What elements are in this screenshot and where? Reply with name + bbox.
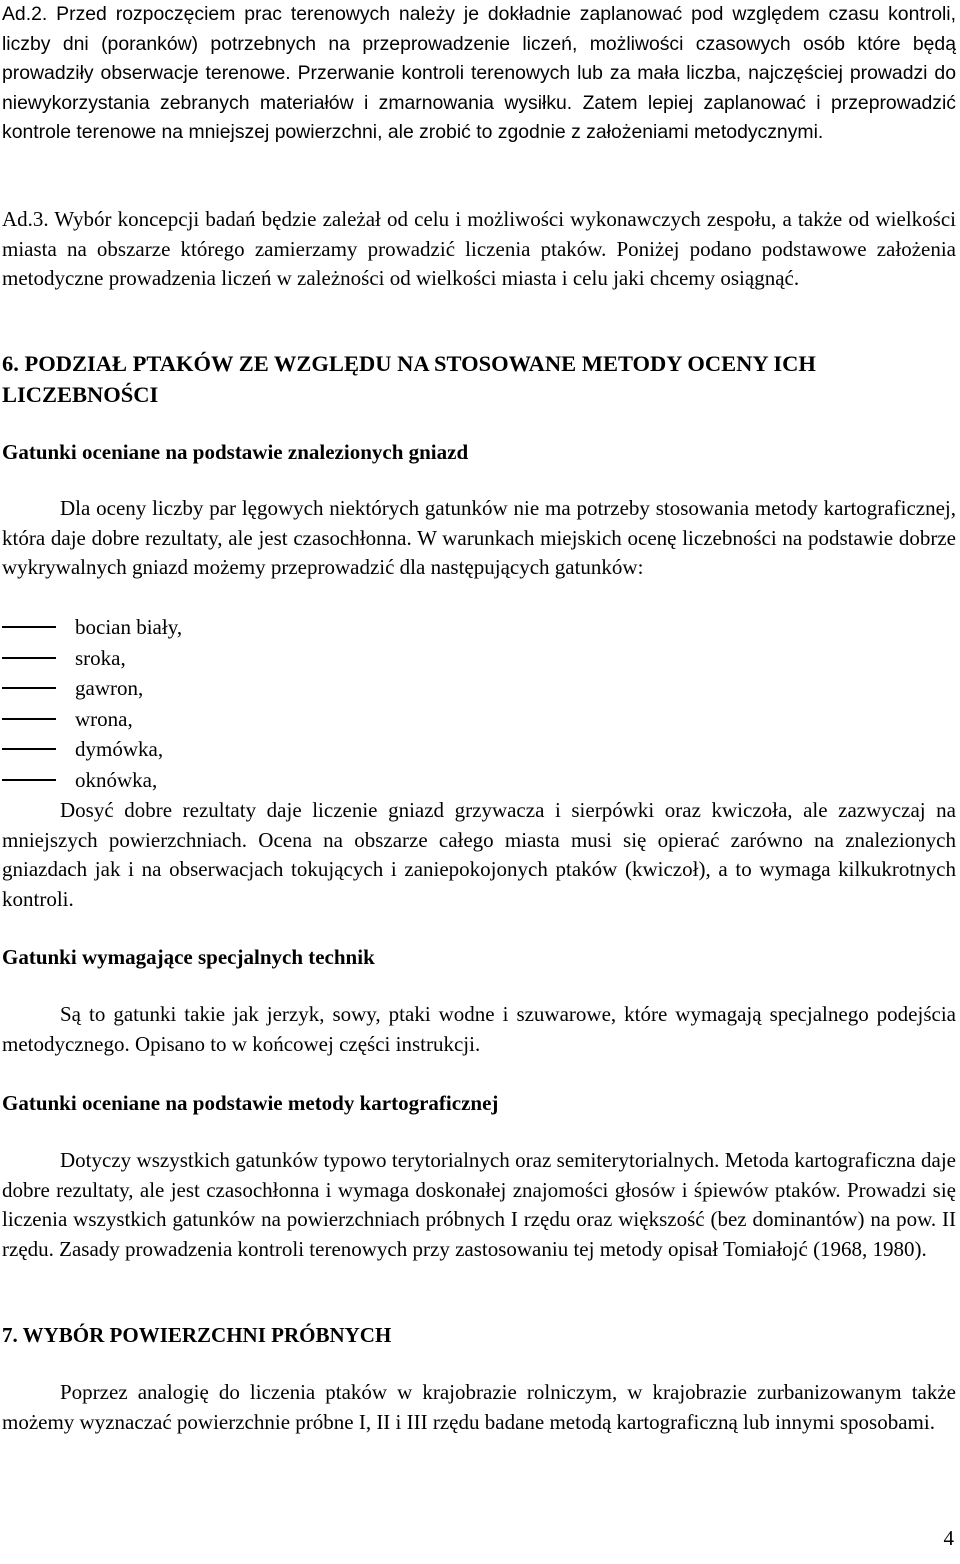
list-item: wrona, bbox=[0, 704, 500, 735]
page-number: 4 bbox=[943, 1526, 954, 1550]
dash-bullet-icon bbox=[2, 718, 56, 720]
list-item: oknówka, bbox=[0, 765, 500, 796]
paragraph-ad3: Ad.3. Wybór koncepcji badań będzie zależał od celu i możliwości wykonawczych zespołu, a także od wielkości miasta na obszarze którego zamierzamy prowadzić liczenia ptaków. Poniżej podano podstawowe założenia metodyczne prowadzenia liczeń w zależności od wielkości miasta i celu jaki chcemy osiągnąć. bbox=[2, 207, 956, 290]
section-7-heading: 7. WYBÓR POWIERZCHNI PRÓBNYCH bbox=[2, 1323, 392, 1347]
species-list bbox=[0, 612, 500, 796]
dash-bullet-icon bbox=[2, 779, 56, 781]
paragraph-mapping: Dotyczy wszystkich gatunków typowo terytorialnych oraz semiterytorialnych. Metoda kartograficzna daje dobre rezultaty, ale jest czasochłonna i wymaga doskonałej znajomości głosów i śpiewów ptaków. Prowadzi się liczenia wszystkich gatunków na powierzchniach próbnych I rzędu oraz większość (bez dominantów) na pow. II rzędu. Zasady prowadzenia kontroli terenowych przy zastosowaniu tej metody opisał Tomiałojć (1968, 1980). bbox=[2, 1148, 956, 1261]
list-item: dymówka, bbox=[0, 734, 500, 765]
dash-bullet-icon bbox=[2, 748, 56, 750]
list-item: gawron, bbox=[0, 673, 500, 704]
paragraph-nests-intro: Dla oceny liczby par lęgowych niektórych gatunków nie ma potrzeby stosowania metody kartograficznej, która daje dobre rezultaty, ale jest czasochłonna. W warunkach miejskich ocenę liczebności na podstawie dobrze wykrywalnych gniazd możemy przeprowadzić dla następujących gatunków: bbox=[2, 496, 956, 579]
dash-bullet-icon bbox=[2, 687, 56, 689]
section-6-heading: 6. PODZIAŁ PTAKÓW ZE WZGLĘDU NA STOSOWANE METODY OCENY ICH LICZEBNOŚCI bbox=[2, 351, 816, 407]
dash-bullet-icon bbox=[2, 657, 56, 659]
list-item: bocian biały, bbox=[0, 612, 500, 643]
paragraph-special: Są to gatunki takie jak jerzyk, sowy, ptaki wodne i szuwarowe, które wymagają specjalnego podejścia metodycznego. Opisano to w końcowej części instrukcji. bbox=[2, 1002, 956, 1056]
paragraph-ad2 bbox=[2, 0, 956, 148]
ad2-text-part2: Zatem lepiej zaplanować i przeprowadzić kontrole terenowe na mniejszej powierzchni, ale zrobić to zgodnie z założeniami metodycznymi. bbox=[2, 91, 956, 143]
ad2-text-part1: Ad.2. Przed rozpoczęciem prac terenowych należy je dokładnie zaplanować pod względem czasu kontroli, liczby dni (poranków) potrzebnych na przeprowadzenie liczeń, możliwości czasowych osób które będą prowadziły obserwacje terenowe. Przerwanie kontroli terenowych lub za mała liczba, najczęściej prowadzi do niewykorzystania zebranych materiałów i zmarnowania wysiłku. bbox=[2, 3, 956, 114]
paragraph-sample-plots: Poprzez analogię do liczenia ptaków w krajobrazie rolniczym, w krajobrazie zurbanizowanym także możemy wyznaczać powierzchnie próbne I, II i III rzędu badane metodą kartograficzną lub innymi sposobami. bbox=[2, 1380, 956, 1434]
dash-bullet-icon bbox=[2, 626, 56, 628]
list-item: sroka, bbox=[0, 643, 500, 674]
subsection-nests-heading: Gatunki oceniane na podstawie znalezionych gniazd bbox=[2, 440, 469, 464]
subsection-mapping-heading: Gatunki oceniane na podstawie metody kartograficznej bbox=[2, 1091, 499, 1115]
subsection-special-heading: Gatunki wymagające specjalnych technik bbox=[2, 945, 375, 969]
paragraph-nests-outro: Dosyć dobre rezultaty daje liczenie gniazd grzywacza i sierpówki oraz kwiczoła, ale zazwyczaj na mniejszych powierzchniach. Ocena na obszarze całego miasta musi się opierać zarówno na znalezionych gniazdach jak i na obserwacjach tokujących i zaniepokojonych ptaków (kwiczoł), a to wymaga kilkukrotnych kontroli. bbox=[2, 798, 956, 911]
